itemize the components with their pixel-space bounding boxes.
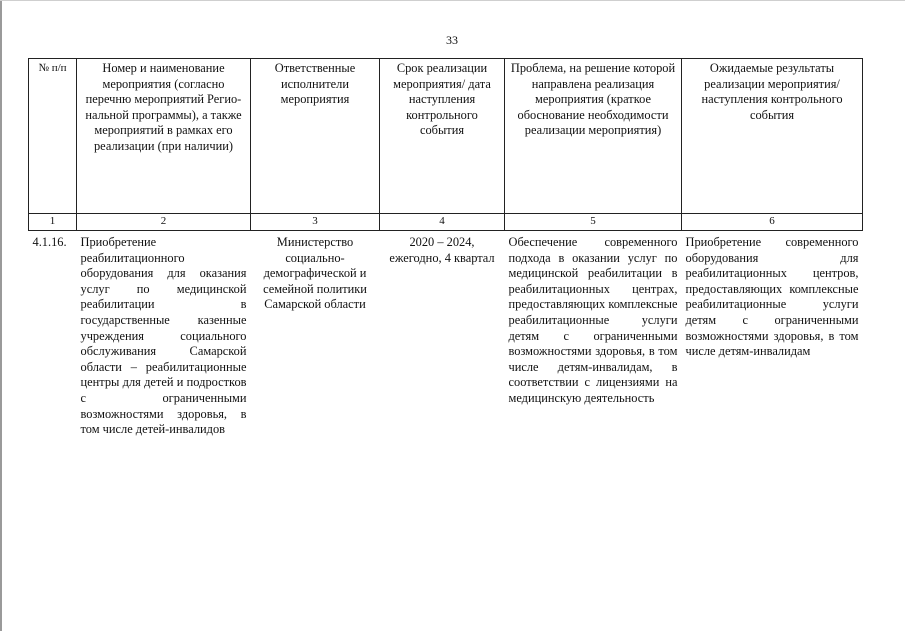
column-number-row <box>29 214 863 231</box>
header-action-name: Номер и наименование мероприятия (согласно перечню мероприятий Регио-нальной программы), а также мероприятий в рамках его реализации (при наличии) <box>77 59 251 214</box>
action-plan-table <box>28 58 863 438</box>
column-number: 4 <box>380 214 505 231</box>
header-expected-results: Ожидаемые результаты реализации мероприятия/ наступления контрольного события <box>682 59 863 214</box>
page-number: 33 <box>446 33 458 47</box>
row-expected-result: Приобретение современного оборудования для реабилитационных центров, предоставляющих комплексные реабилитационные услуги детям с ограниченными возможностями здоровья, в том числе детям-инвалидам <box>685 235 859 359</box>
column-number: 1 <box>29 214 77 231</box>
row-action-name: Приобретение реабилитационного оборудования для оказания услуг по медицинской реабилитации в государственные казенные учреждения социального обслуживания Самарской области – реабилитационные центры для детей и подростков с ограниченными возможностями здоровья, в том числе детей-инвалидов <box>80 235 247 437</box>
header-term: Срок реализации мероприятия/ дата наступления контрольного события <box>380 59 505 214</box>
scan-edge-top <box>0 0 905 1</box>
table-row <box>29 231 863 438</box>
table-header-row <box>29 59 863 214</box>
header-index: № п/п <box>29 59 77 214</box>
scan-edge-left <box>0 0 2 631</box>
header-problem: Проблема, на решение которой направлена реализация мероприятия (краткое обоснование необходимости реализации мероприятия) <box>505 59 682 214</box>
column-number: 2 <box>77 214 251 231</box>
row-index: 4.1.16. <box>32 235 67 249</box>
column-number: 3 <box>251 214 380 231</box>
column-number: 5 <box>505 214 682 231</box>
row-term: 2020 – 2024, ежегодно, 4 квартал <box>389 235 495 265</box>
column-number: 6 <box>682 214 863 231</box>
row-executor: Министерство социально-демографической и семейной политики Самарской области <box>263 235 367 312</box>
row-problem: Обеспечение современного подхода в оказании услуг по медицинской реабилитации в реабилитационных центрах, предоставляющих комплексные реабилитационные услуги детям с ограниченными возможностями здоровья, в том числе детям-инвалидам, в соответствии с лицензиями на медицинскую деятельность <box>508 235 678 405</box>
header-executors: Ответственные исполнители мероприятия <box>251 59 380 214</box>
